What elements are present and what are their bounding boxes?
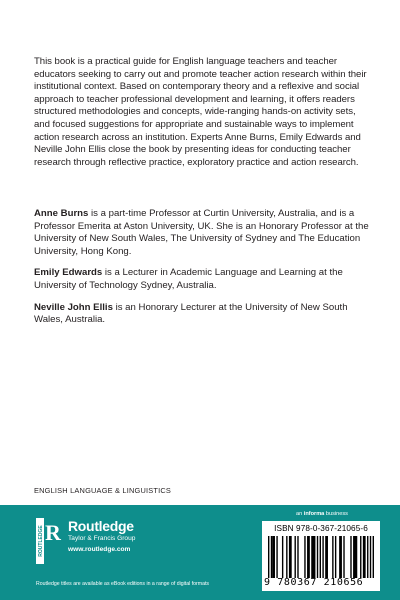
barcode-bar [311, 536, 315, 578]
book-description: This book is a practical guide for English language teachers and teacher educators seeking to carry out and promote teacher action research within their institutional context. Based on contemporary theory and a reflexive and social approach to teacher professional development and learning, it offers readers structured methodologies and concepts, wide-ranging hands-on activity sets, and focused suggestions for appropriate and sustainable ways to implement action research across an institution. Experts Anne Burns, Emily Edwards and Neville John Ellis close the book by presenting ideas for conducting teacher research through reflective practice, exploratory practice and action research. [34, 56, 367, 168]
author-bio-text: is a Lecturer in Academic Language and Learning at the University of Technology Sydney, Australia. [34, 267, 343, 291]
ean-digits: 9 780367 210656 [264, 577, 364, 588]
barcode-bar [289, 536, 292, 578]
barcode-bar [272, 536, 275, 578]
publisher-brand [68, 518, 135, 554]
barcode-bar [335, 536, 336, 578]
barcode-bar [271, 536, 272, 578]
author-bio-text: is a part-time Professor at Curtin University, Australia, and is a Professor Emerita at Aston University, UK. She is an Honorary Professor at the University of New South Wales, The University of Sydney and The Education University, Hong Kong. [34, 208, 369, 257]
barcode-bar [282, 536, 283, 578]
barcode-bar [363, 536, 366, 578]
publisher-url[interactable]: www.routledge.com [68, 546, 131, 553]
barcode-bar [322, 536, 323, 578]
svg-text:R: R [45, 520, 61, 545]
barcode-bar [332, 536, 333, 578]
informa-suffix: business [324, 511, 348, 517]
barcode-bar [360, 536, 361, 578]
author-bio-text: is an Honorary Lecturer at the University of New South Wales, Australia. [34, 301, 348, 326]
author-name: Emily Edwards [34, 267, 103, 279]
barcode-icon [268, 536, 374, 578]
barcode-bar [307, 536, 310, 578]
barcode-bar [353, 536, 357, 578]
informa-prefix: an [296, 511, 304, 517]
ebook-note: Routledge titles are available as eBook editions in a range of digital formats [36, 581, 210, 587]
logo-spine-text: ROUTLEDGE [37, 525, 44, 557]
author-name: Neville John Ellis [34, 301, 113, 313]
author-bios [34, 208, 374, 336]
barcode-bar [350, 536, 351, 578]
barcode-panel [262, 521, 380, 591]
subject-category: ENGLISH LANGUAGE & LINGUISTICS [34, 486, 172, 495]
barcode-bar [276, 536, 277, 578]
barcode-bar [317, 536, 318, 578]
barcode-bar [339, 536, 342, 578]
author-bio-ellis [34, 302, 374, 327]
publisher-name: Routledge [68, 518, 134, 534]
barcode-bar [320, 536, 321, 578]
author-bio-edwards [34, 267, 374, 292]
isbn-label: ISBN 978-0-367-21065-6 [274, 524, 368, 533]
barcode-bar [373, 536, 374, 578]
author-bio-burns [34, 208, 374, 258]
publisher-footer [0, 505, 400, 600]
barcode-bar [367, 536, 368, 578]
informa-tagline [296, 511, 348, 517]
publisher-group: Taylor & Francis Group [68, 535, 136, 542]
barcode-bar [295, 536, 296, 578]
barcode-bar [343, 536, 344, 578]
informa-brand: informa [303, 511, 325, 517]
barcode-bar [370, 536, 371, 578]
barcode-bar [286, 536, 287, 578]
author-name: Anne Burns [34, 208, 89, 219]
barcode-bar [297, 536, 298, 578]
barcode-bar [304, 536, 305, 578]
routledge-logo-icon [36, 518, 64, 564]
barcode-bar [325, 536, 328, 578]
barcode-bar [268, 536, 269, 578]
